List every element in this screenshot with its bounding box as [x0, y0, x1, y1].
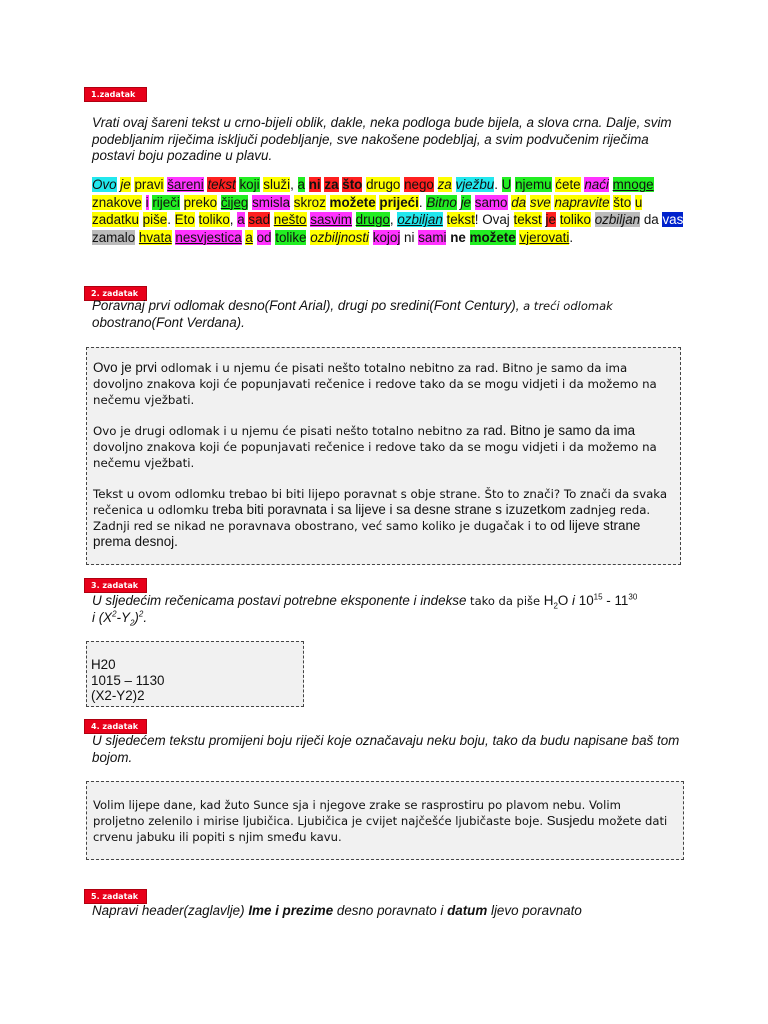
task-4-label: 4. zadatak: [84, 719, 147, 734]
task-4-textbox: [86, 781, 684, 860]
colorful-paragraph: Ovo je pravi šareni tekst koji služi, a ni za što drugo nego za vježbu. U njemu ćete naći mnoge znakove i riječi preko čijeg smisla skroz možete prijeći. Bitno je samo da sve napravite što u zadatku piše. Eto toliko, a sad nešto sasvim drugo, ozbiljan tekst! Ovaj tekst je toliko ozbiljan da vas zamalo hvata nesvjestica a od tolike ozbiljnosti kojoj ni sami ne možete vjerovati.: [92, 177, 684, 245]
task-4-instruction: U sljedećem tekstu promijeni boju riječi koje označavaju neku boju, tako da budu napisane baš tom bojom.: [92, 733, 680, 765]
task-2-label: 2. zadatak: [84, 286, 147, 301]
formula-line-3: (X2-Y2)2: [91, 688, 145, 703]
task-5-label: 5. zadatak: [84, 889, 147, 904]
task-1-label: 1.zadatak: [84, 87, 147, 102]
task-2-instruction: Poravnaj prvi odlomak desno(Font Arial), drugi po sredini(Font Century), a treći odlomak obostrano(Font Verdana).: [92, 298, 613, 330]
formula-line-2: 1015 – 1130: [91, 672, 165, 688]
color-paragraph: Volim lijepe dane, kad žuto Sunce sja i njegove zrake se rasprostiru po plavom nebu. Volim proljetno zelenilo i mirise ljubičica. Ljubičica je cvijet najčešće ljubičaste boje. Susjedu možete dati crvenu jabuku ili popiti s njim smeđu kavu.: [93, 798, 668, 844]
paragraph-3: Tekst u ovom odlomku trebao bi biti lijepo poravnat s obje strane. Što to znači? To znači da svaka rečenica u odlomku treba biti poravnata i sa lijeve i sa desne strane s izuzetkom zadnjeg reda. Zadnji red se nikad ne poravnava obostrano, već samo koliko je dugačak i to od lijeve strane prema desnoj.: [93, 487, 668, 549]
paragraph-2: Ovo je drugi odlomak i u njemu će pisati nešto totalno nebitno za rad. Bitno je samo da ima dovoljno znakova koji će popunjavati rečenice i redove tako da se mogu vidjeti i da možemo na nečemu vježbati.: [93, 423, 657, 470]
task-3-textbox: [86, 641, 304, 707]
task-3-instruction: U sljedećim rečenicama postavi potrebne eksponente i indekse tako da piše $H_2O$ i $10^{15} - 11^{30}$ i $(X^2-Y_2)^2$.: [92, 592, 638, 628]
task-2-textbox: [86, 347, 681, 565]
formula-line-1: H20: [91, 657, 116, 672]
task-5-instruction: Napravi header(zaglavlje) Ime i prezime desno poravnato i datum ljevo poravnato: [92, 903, 582, 918]
task-3-label: 3. zadatak: [84, 578, 147, 593]
task-1-instruction: Vrati ovaj šareni tekst u crno-bijeli oblik, dakle, neka podloga bude bijela, a slova crna. Dalje, svim podebljanim riječima isključi podebljanje, sve nakošene podebljaj, a svim podvučenim riječima postavi boju pozadine u plavu.: [92, 115, 672, 163]
paragraph-1: Ovo je prvi odlomak i u njemu će pisati nešto totalno nebitno za rad. Bitno je samo da ima dovoljno znakova koji će popunjavati rečenice i redove tako da se mogu vidjeti i da možemo na nečemu vježbati.: [93, 360, 657, 407]
